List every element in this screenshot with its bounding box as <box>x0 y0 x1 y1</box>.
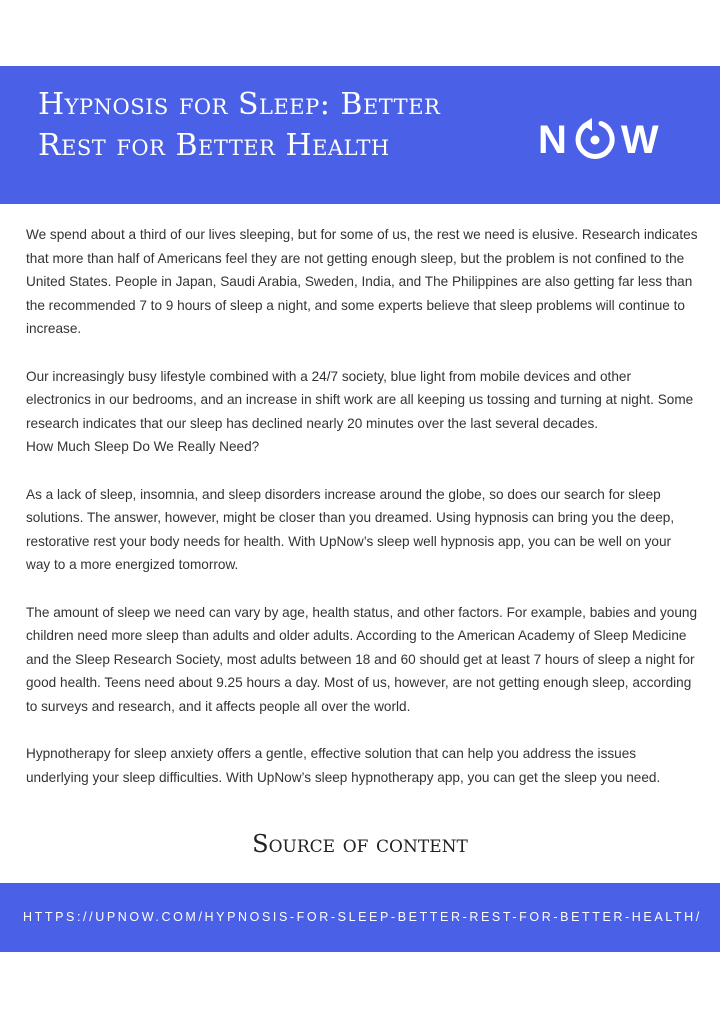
source-link[interactable]: HTTPS://UPNOW.COM/HYPNOSIS-FOR-SLEEP-BETTER-REST-FOR-BETTER-HEALTH/ <box>23 910 702 924</box>
logo-letter-n: N <box>538 118 567 162</box>
paragraph <box>26 365 698 459</box>
paragraph: The amount of sleep we need can vary by age, health status, and other factors. For example, babies and young children need more sleep than adults and older adults. According to the American Academy of Sleep Medicine and the Sleep Research Society, most adults between 18 and 60 should get at least 7 hours of sleep a night for good health. Teens need about 9.25 hours a day. Most of us, however, are not getting enough sleep, according to surveys and research, and it affects people all over the world. <box>26 604 698 714</box>
paragraph-text: Our increasingly busy lifestyle combined with a 24/7 society, blue light from mobile devices and other electronics in our bedrooms, and an increase in shift work are all keeping us tossing and turning at night. Some research indicates that our sleep has declined nearly 20 minutes over the last several decades. <box>26 368 694 431</box>
page-title: Hypnosis for Sleep: Better Rest for Better Health <box>38 87 441 163</box>
source-heading: Source of content <box>252 830 468 858</box>
paragraph: Hypnotherapy for sleep anxiety offers a gentle, effective solution that can help you address the issues underlying your sleep difficulties. With UpNow’s sleep hypnotherapy app, you can get the sleep you need. <box>26 746 661 785</box>
paragraph: We spend about a third of our lives sleeping, but for some of us, the rest we need is elusive. Research indicates that more than half of Americans feel they are not getting enough sleep, but the problem is not confined to the United States. People in Japan, Saudi Arabia, Sweden, India, and The Philippines are also getting far less than the recommended 7 to 9 hours of sleep a night, and some experts believe that sleep problems will continue to increase. <box>26 227 698 337</box>
logo-letter-w: W <box>620 118 659 162</box>
article-body <box>26 223 698 813</box>
section-subheading: How Much Sleep Do We Really Need? <box>26 439 260 455</box>
refresh-circle-icon <box>571 116 619 164</box>
upnow-logo <box>538 116 659 164</box>
paragraph: As a lack of sleep, insomnia, and sleep disorders increase around the globe, so does our search for sleep solutions. The answer, however, might be closer than you dreamed. Using hypnosis can bring you the deep, restorative rest your body needs for health. With UpNow’s sleep well hypnosis app, you can be well on your way to a more energized tomorrow. <box>26 486 675 573</box>
